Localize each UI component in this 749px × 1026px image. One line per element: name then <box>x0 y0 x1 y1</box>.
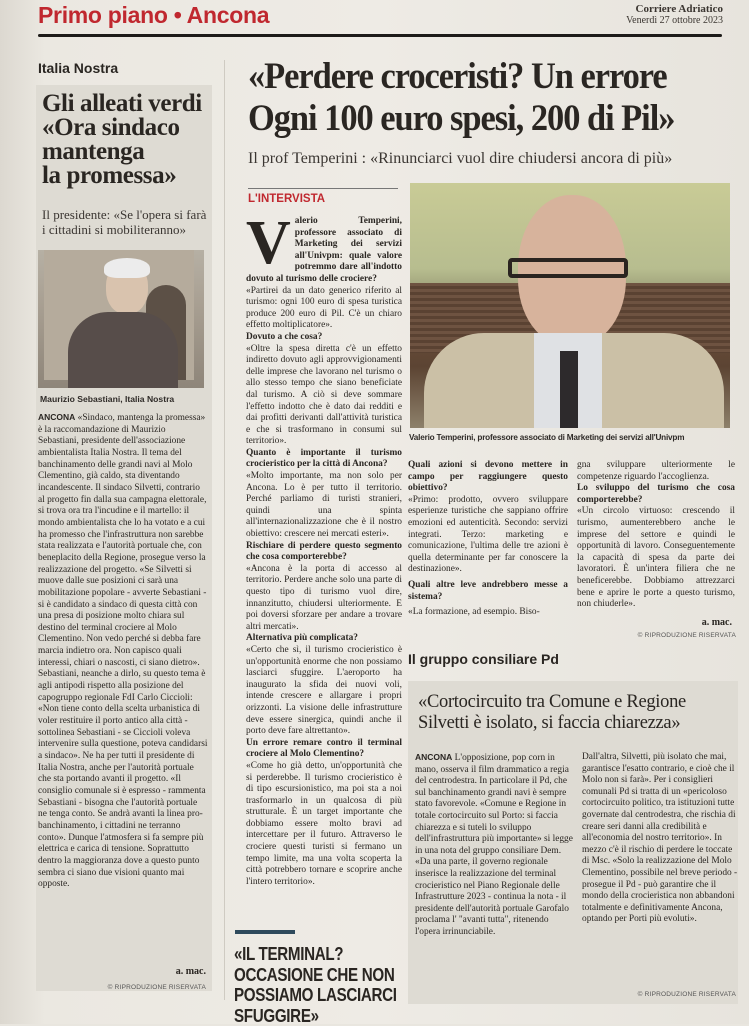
left-rights: © RIPRODUZIONE RISERVATA <box>107 984 206 991</box>
interview-col1 <box>246 209 402 888</box>
answer: «Certo che sì, il turismo crocieristico è un'opportunità enorme che non possiamo lasciarci sfuggire. L'aeroporto ha inaugurato la sfida dei nuovi voli, intende crescere e allargare i propri orizzonti. La visione delle infrastrutture deve essere sinergica, quindi anche il porto deve fare altrettanto». <box>246 644 402 737</box>
question: Un errore remare contro il terminal crociere al Molo Clementino? <box>246 737 402 760</box>
main-signature: a. mac. <box>701 617 732 628</box>
answer: «Molto importante, ma non solo per Ancona. Lo è per tutto il territorio. Perché parliamo di turisti stranieri, quindi una spinta all'internazionalizzazione che è il nostro obiettivo: crescere nei mercati esteri». <box>246 471 402 540</box>
interview-rule <box>248 188 398 189</box>
pd-body-col2: Dall'altra, Silvetti, più isolato che mai, garantisce l'esatto contrario, e cioè che il Molo non si farà». Per i consiglieri comunali Pd si tratta di un «pericoloso cortocircuito politico, tra istituzioni tutte governate dal centrodestra, che rischia di creare seri danni alla credibilità e all'economia del nostro territorio». In mezzo c'è il rischio di perdere le toccate di Msc. «Solo la realizzazione del Molo Clementino, possibile nel breve periodo - prosegue il Pd - può garantire che il mondo della crocieristica non abbandoni totalmente e definitivamente Ancona, optando per Porti più evoluti». <box>582 752 738 925</box>
column-divider <box>224 60 225 1000</box>
pd-rights: © RIPRODUZIONE RISERVATA <box>637 991 736 998</box>
main-subhead: Il prof Temperini : «Rinunciarci vuol dire chiudersi ancora di più» <box>248 150 673 167</box>
left-headline-line: Gli alleati verdi <box>42 90 202 117</box>
answer: «Un circolo virtuoso: crescendo il turismo, aumenterebbero anche le imprese del settore e quindi le opportunità di lavoro. Conseguentemente la capacità di spesa da parte dei lavoratori. È un'intera filiera che ne beneficerebbe. Dobbiamo attrezzarci bene e aprire le porte a questo turismo, non chiuderle». <box>577 506 735 610</box>
intro-question: alerio Temperini, professore associato di Marketing dei servizi all'Univpm: quale valore potremmo dare all'indotto dovuto al turismo delle crociere? <box>246 216 402 284</box>
interview-col3 <box>577 460 735 611</box>
pd-kicker: Il gruppo consiliare Pd <box>408 651 559 667</box>
answer: «La formazione, ad esempio. Biso- <box>408 607 540 618</box>
left-subhead: Il presidente: «Se l'opera si farà i cittadini si mobiliteranno» <box>42 207 207 237</box>
left-kicker: Italia Nostra <box>38 60 119 76</box>
left-headline-line: mantenga <box>42 138 145 165</box>
question: Lo sviluppo del turismo che cosa comporterebbe? <box>577 483 735 505</box>
pd-headline-line: «Cortocircuito tra Comune e Regione <box>418 692 686 712</box>
main-headline-line: «Perdere croceristi? Un errore <box>248 56 667 97</box>
photo-glasses <box>508 258 628 278</box>
photo-tie <box>560 351 578 428</box>
question: Quanto è importante il turismo crocieristico per la città di Ancona? <box>246 447 402 470</box>
question: Dovuto a che cosa? <box>246 331 323 342</box>
left-body-text: «Sindaco, mantenga la promessa» è la raccomandazione di Maurizio Sebastiani, presidente dell'associazione ambientalista Italia Nostra. Il tema del banchinamento delle grandi navi al Molo Clementino, già caldo, sta diventando incandescente. Il sindaco Silvetti, contrario al progetto fin dalla sua campagna elettorale, si trova ora tra l'incudine e il martello: il mondo ambientalista che lo ha votato e a cui ha promesso che l'infrastruttura non sarebbe stata realizzata e l'autorità portuale che, con beneplacito della Regione, prosegue verso la realizzazione del progetto. «Se Silvetti si muove dalle sue posizioni ci sarà una mobilitazione popolare - avverte Sebastiani - si è candidato a sindaco di questa città con una presa di posizione molto chiara sul destino del terminal crociere al Molo Clementino. Non vedo perché si debba fare marcia indietro ora. Non capisco quali interessi, chiari o nascosti, ci siano dietro». Sebastiani, neanche a dirlo, su questo tema è agli antipodi rispetto alla posizione del capogruppo regionale FdI Carlo Ciccioli: «Non tiene conto della scelta urbanistica di voler restituire il porto antico alla città - sottolinea Sebastiani - se Ciccioli voleva intervenire sulla questione, poteva candidarsi a sindaco». Ne ha per tutti il presidente di Italia Nostra, anche per l'autorità portuale che sta portando avanti il progetto. «Il consiglio comunale si è espresso - rammenta Sebastiani - bisogna che l'autorità portuale ne tenga conto. Se andrà avanti la linea pro-banchinamento, i cittadini ne terranno conto». Dunque l'atmosfera si fa sempre più elettrica e carica di tensione. Soprattutto dentro la maggioranza dove a questo punto sembra ci siano due visioni quanto mai opposte. <box>38 413 208 890</box>
answer: «Come ho già detto, un'opportunità che si perderebbe. Il turismo crocieristico è di tipo escursionistico, ma poi sta a noi trasformarlo in un qualcosa di più strutturale. È un target importante che dobbiamo essere molto bravi ad intercettare per il futuro. Attraverso le crociere questi turisti si fermano un tempo limite, ma una volta scoperta la città potrebbero tornare e scoprire anche l'intero territorio». <box>246 760 402 887</box>
section-title: Primo piano • Ancona <box>38 2 270 28</box>
answer: «Ancona è la porta di accesso al territorio. Perdere anche solo una parte di questo tipo di turismo vuol dire, innanzitutto, chiudersi ulteriormente. E poi doversi sforzare per andare a trovare altri mercati». <box>246 563 402 632</box>
paper-name: Corriere Adriatico <box>635 3 723 15</box>
sebastiani-photo <box>38 250 204 388</box>
left-body <box>38 412 208 891</box>
header-rule <box>38 34 722 37</box>
pullquote: «IL TERMINAL? OCCASIONE CHE NON POSSIAMO LASCIARCI SFUGGIRE» <box>234 943 397 1026</box>
temperini-photo <box>410 183 730 428</box>
main-headline <box>248 56 713 140</box>
answer: «Primo: prodotto, ovvero sviluppare esperienze turistiche che sappiano offrire emozioni ed autenticità. Secondo: servizi integrati. Terzo: marketing e comunicazione, l'ultima delle tre azioni è quella determinante per far conoscere la destinazione». <box>408 494 568 575</box>
left-headline-line: «Ora sindaco <box>42 114 180 141</box>
left-signature: a. mac. <box>175 966 206 977</box>
masthead-info <box>626 4 723 26</box>
answer: «Oltre la spesa diretta c'è un effetto indiretto dovuto agli approvvigionamenti delle imprese che lavorano nel turismo o allo stesso tempo che siano beneficiate dal turismo. A ciò si deve sommare l'effetto indotto che è dato dai redditi e dai profitti derivanti dall'attività turistica e che si trasformano in consumi sul territorio». <box>246 343 402 447</box>
pd-headline-line: Silvetti è isolato, si faccia chiarezza» <box>418 713 681 733</box>
dateline: ANCONA <box>415 752 453 762</box>
main-headline-line: Ogni 100 euro spesi, 200 di Pil» <box>248 98 675 139</box>
question: Alternativa più complicata? <box>246 633 358 644</box>
pullquote-bar <box>235 930 295 934</box>
photo-hair <box>104 258 150 278</box>
dropcap: V <box>246 209 291 277</box>
pd-body-col1 <box>415 752 575 939</box>
main-photo-caption: Valerio Temperini, professore associato di Marketing dei servizi all'Univpm <box>409 433 685 442</box>
answer: «Partirei da un dato generico riferito al turismo: ogni 100 euro di spesa turistica produce 200 euro di Pil. C'è un chiaro effetto moltiplicatore». <box>246 285 402 331</box>
issue-date: Venerdì 27 ottobre 2023 <box>626 15 723 26</box>
question: Quali azioni si devono mettere in campo per raggiungere questo obiettivo? <box>408 460 568 494</box>
interview-label: L'INTERVISTA <box>248 193 326 205</box>
left-headline <box>42 92 212 188</box>
pd-headline <box>418 692 748 734</box>
answer-continued: gna sviluppare ulteriormente le competenze riguardo l'accoglienza. <box>577 460 735 482</box>
interview-col2 <box>408 460 568 619</box>
question: Quali altre leve andrebbero messe a sistema? <box>408 579 568 602</box>
left-headline-line: la promessa» <box>42 162 177 189</box>
left-photo-caption: Maurizio Sebastiani, Italia Nostra <box>40 394 175 404</box>
question: Rischiare di perdere questo segmento che cosa comporterebbe? <box>246 540 402 563</box>
dateline: ANCONA <box>38 412 76 422</box>
pd-body-text: L'opposizione, pop corn in mano, osserva il film drammatico a regia del centrodestra. In particolare il Pd, che sul banchinamento grandi navi è sempre stato favorevole. «Comune e Regione in totale cortocircuito sul Porto: si faccia chiarezza e si tuteli lo sviluppo dell'infrastruttura più importante» si legge in una nota del gruppo consiliare Dem. «Da una parte, il governo regionale inserisce la realizzazione del terminal crocieristico nel Piano Regionale delle Infrastrutture 2023 - continua la nota - il presidente dell'autorità portuale Garofalo proclama l' "avanti tutta", ritenendo l'opera irrinunciabile. <box>415 753 573 937</box>
photo-sweater <box>68 312 178 388</box>
main-rights: © RIPRODUZIONE RISERVATA <box>637 632 736 639</box>
